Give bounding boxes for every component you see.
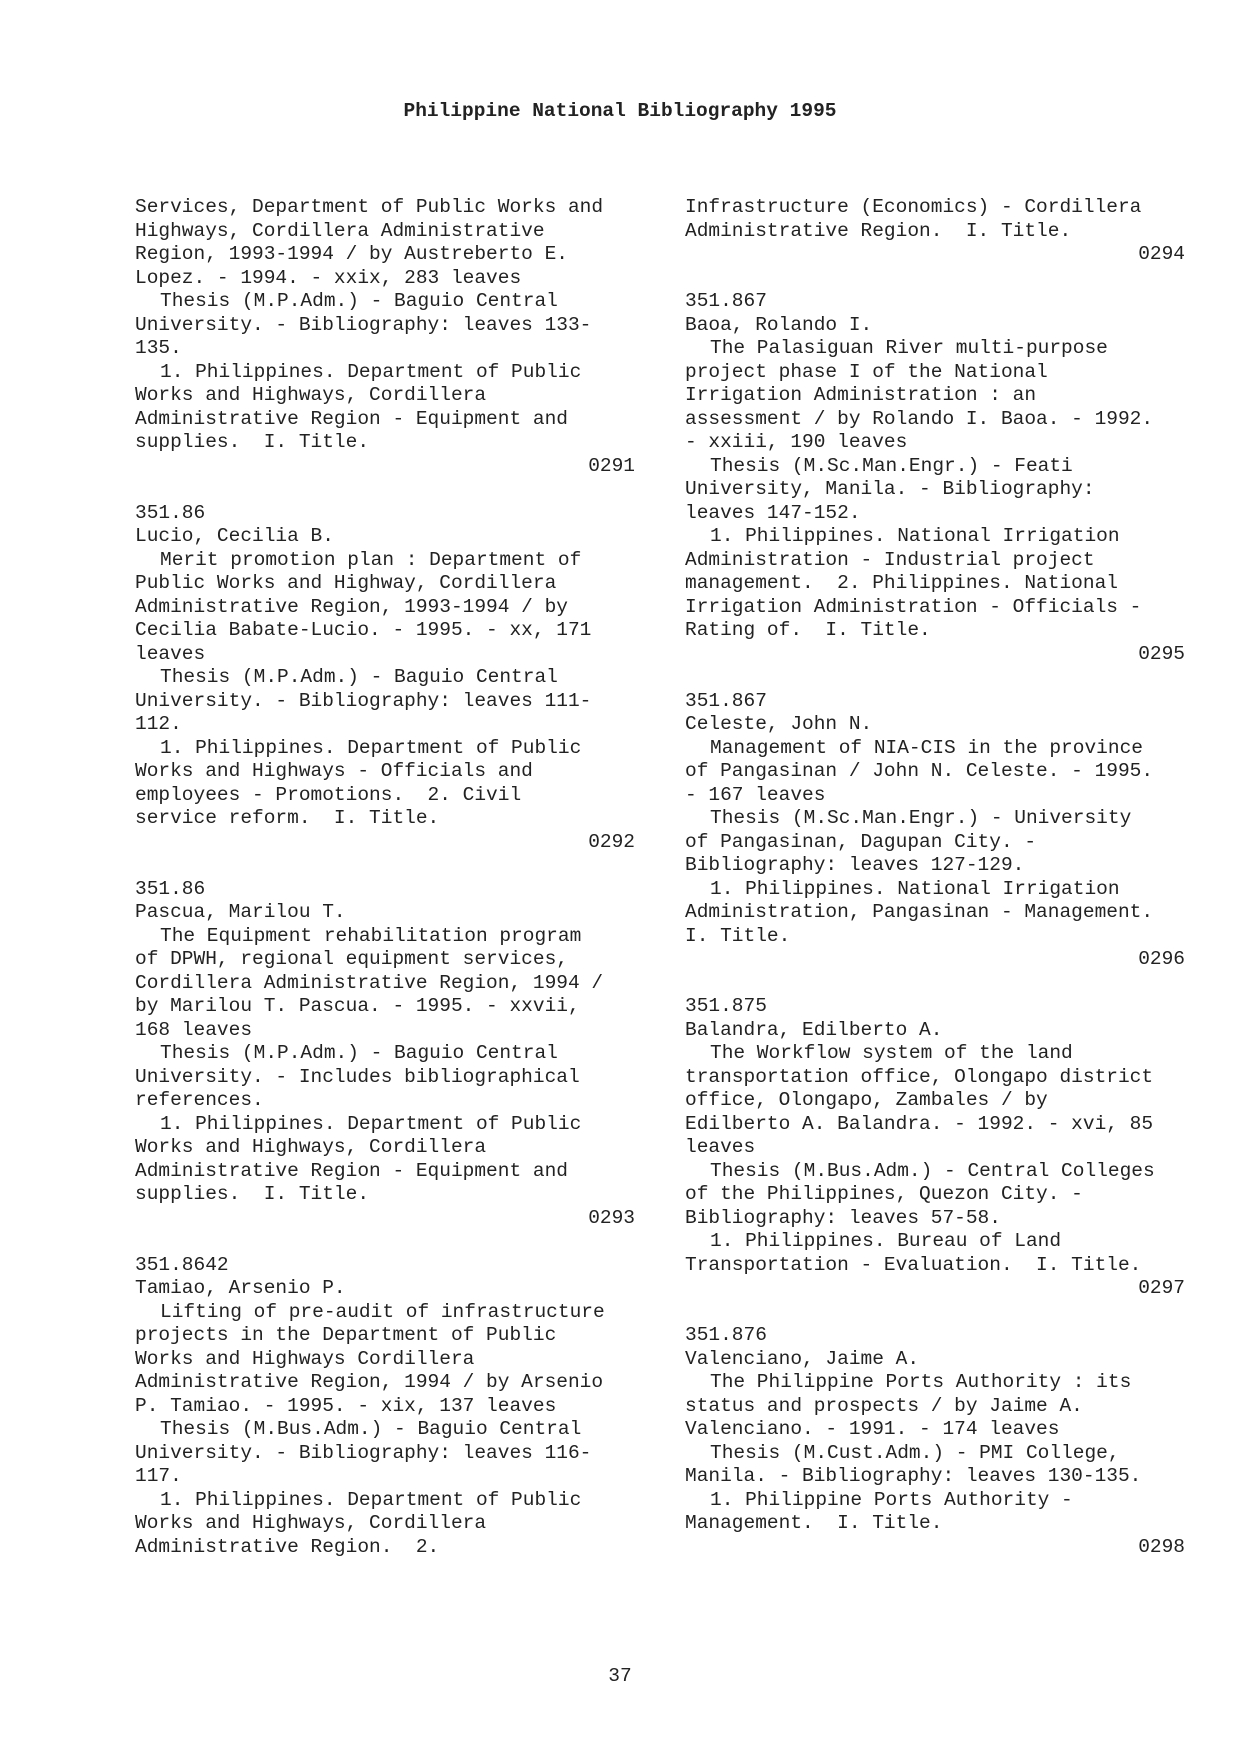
spacer xyxy=(685,1301,1185,1325)
spacer xyxy=(135,1230,635,1254)
entry-line: The Philippine Ports Authority : its xyxy=(710,1371,1132,1393)
entry-line: 117. xyxy=(135,1465,182,1487)
call-number: 351.875 xyxy=(685,995,767,1017)
author: Tamiao, Arsenio P. xyxy=(135,1277,346,1299)
entry-line: Administrative Region. 2. xyxy=(135,1535,440,1558)
entry-line: Manila. - Bibliography: leaves 130-135. xyxy=(685,1465,1142,1487)
entry-line: Cecilia Babate-Lucio. - 1995. - xx, 171 xyxy=(135,619,592,641)
entry-line: 1. Philippines. Department of Public xyxy=(160,360,582,383)
entry-line: office, Olongapo, Zambales / by xyxy=(685,1089,1048,1111)
entry-line: Administrative Region - Equipment and xyxy=(135,1159,568,1182)
entry-line: of Pangasinan, Dagupan City. - xyxy=(685,830,1037,853)
entry-number: 0293 xyxy=(588,1206,635,1229)
entry-line: projects in the Department of Public xyxy=(135,1324,557,1346)
entry-line: employees - Promotions. 2. Civil xyxy=(135,783,522,806)
entry-line: Edilberto A. Balandra. - 1992. - xvi, 85 xyxy=(685,1112,1154,1135)
entry-line: 1. Philippines. National Irrigation xyxy=(710,525,1120,547)
entry-line: 1. Philippines. Department of Public xyxy=(160,1488,582,1511)
entry-line: 168 leaves xyxy=(135,1018,253,1041)
call-number: 351.867 xyxy=(685,689,767,712)
entry-line: project phase I of the National xyxy=(685,360,1048,383)
entry-line: Thesis (M.Sc.Man.Engr.) - University xyxy=(710,807,1132,829)
entry-line: Irrigation Administration - Officials - xyxy=(685,595,1142,618)
entry-number: 0297 xyxy=(1138,1277,1185,1299)
author: Celeste, John N. xyxy=(685,713,873,735)
spacer xyxy=(135,854,635,878)
call-number: 351.876 xyxy=(685,1324,767,1346)
entry-line: Thesis (M.P.Adm.) - Baguio Central xyxy=(160,666,558,688)
entry-line: Thesis (M.P.Adm.) - Baguio Central xyxy=(160,1042,558,1064)
entry-line: Valenciano. - 1991. - 174 leaves xyxy=(685,1418,1060,1440)
entry-line: Administration, Pangasinan - Management. xyxy=(685,901,1154,923)
entry-line: leaves xyxy=(685,1136,756,1158)
spacer xyxy=(685,267,1185,291)
entry-line: Administration - Industrial project xyxy=(685,548,1095,571)
entry-line: 1. Philippine Ports Authority - xyxy=(710,1488,1073,1511)
call-number: 351.86 xyxy=(135,501,206,524)
entry-line: management. 2. Philippines. National xyxy=(685,572,1118,594)
entry-line: Administrative Region. I. Title. xyxy=(685,219,1072,242)
entry-line: Thesis (M.Sc.Man.Engr.) - Feati xyxy=(710,454,1073,477)
entry-line: Merit promotion plan : Department of xyxy=(160,548,582,571)
entry-line: University. - Bibliography: leaves 116- xyxy=(135,1441,592,1464)
entry-line: Management. I. Title. xyxy=(685,1512,943,1534)
entry-line: Works and Highways, Cordillera xyxy=(135,384,487,406)
entry-line: by Marilou T. Pascua. - 1995. - xxvii, xyxy=(135,995,580,1017)
entry-line: The Palasiguan River multi-purpose xyxy=(710,337,1108,359)
page-title: Philippine National Bibliography 1995 xyxy=(403,100,837,122)
entry-line: - xxiii, 190 leaves xyxy=(685,431,908,453)
entry-line: 1. Philippines. National Irrigation xyxy=(710,877,1120,900)
entry-line: Services, Department of Public Works and xyxy=(135,196,604,218)
entry-line: - 167 leaves xyxy=(685,783,826,806)
entry-line: Lopez. - 1994. - xxix, 283 leaves xyxy=(135,266,522,289)
call-number: 351.867 xyxy=(685,290,767,312)
entry-line: P. Tamiao. - 1995. - xix, 137 leaves xyxy=(135,1394,557,1417)
entry-line: Works and Highways - Officials and xyxy=(135,760,533,782)
entry-line: service reform. I. Title. xyxy=(135,807,440,829)
entry-line: of the Philippines, Quezon City. - xyxy=(685,1183,1083,1205)
entry-line: Cordillera Administrative Region, 1994 / xyxy=(135,971,604,994)
entry-line: Rating of. I. Title. xyxy=(685,619,931,641)
entry-line: Administrative Region, 1993-1994 / by xyxy=(135,595,568,618)
entry-number: 0294 xyxy=(1138,243,1185,265)
entry-line: Thesis (M.Cust.Adm.) - PMI College, xyxy=(710,1441,1120,1464)
entry-line: Works and Highways, Cordillera xyxy=(135,1136,487,1158)
entry-line: Irrigation Administration : an xyxy=(685,384,1037,406)
entry-line: Works and Highways, Cordillera xyxy=(135,1512,487,1534)
entry-line: Thesis (M.Bus.Adm.) - Central Colleges xyxy=(710,1159,1155,1182)
entry-line: Thesis (M.Bus.Adm.) - Baguio Central xyxy=(160,1418,582,1440)
spacer xyxy=(685,666,1185,690)
spacer xyxy=(685,972,1185,996)
entry-number: 0295 xyxy=(1138,642,1185,665)
right-column xyxy=(685,196,1185,1559)
entry-number: 0298 xyxy=(1138,1535,1185,1558)
entry-line: Highways, Cordillera Administrative xyxy=(135,219,545,242)
entry-line: Region, 1993-1994 / by Austreberto E. xyxy=(135,243,568,265)
author: Valenciano, Jaime A. xyxy=(685,1347,920,1370)
entry-line: University. - Bibliography: leaves 133- xyxy=(135,313,592,336)
author: Balandra, Edilberto A. xyxy=(685,1018,943,1041)
entry-line: 1. Philippines. Bureau of Land xyxy=(710,1230,1062,1252)
author: Baoa, Rolando I. xyxy=(685,313,873,336)
entry-line: supplies. I. Title. xyxy=(135,431,370,453)
entry-line: leaves xyxy=(135,642,206,665)
entry-number: 0292 xyxy=(588,830,635,853)
entry-line: Infrastructure (Economics) - Cordillera xyxy=(685,196,1142,218)
page-number: 37 xyxy=(608,1665,632,1687)
entry-line: Works and Highways Cordillera xyxy=(135,1347,475,1370)
entry-line: of Pangasinan / John N. Celeste. - 1995. xyxy=(685,760,1154,782)
call-number: 351.8642 xyxy=(135,1253,229,1276)
call-number: 351.86 xyxy=(135,877,206,900)
entry-line: Thesis (M.P.Adm.) - Baguio Central xyxy=(160,290,558,312)
entry-line: transportation office, Olongapo district xyxy=(685,1065,1154,1088)
entry-line: Management of NIA-CIS in the province xyxy=(710,736,1143,759)
entry-line: Bibliography: leaves 127-129. xyxy=(685,854,1025,876)
entry-number: 0291 xyxy=(588,454,635,477)
entry-number: 0296 xyxy=(1138,948,1185,970)
author: Pascua, Marilou T. xyxy=(135,901,346,923)
entry-line: Transportation - Evaluation. I. Title. xyxy=(685,1253,1142,1276)
entry-line: University. - Bibliography: leaves 111- xyxy=(135,689,592,712)
entry-line: I. Title. xyxy=(685,924,791,947)
spacer xyxy=(135,478,635,502)
entry-line: 1. Philippines. Department of Public xyxy=(160,1112,582,1135)
entry-line: references. xyxy=(135,1089,264,1111)
entry-line: The Workflow system of the land xyxy=(710,1042,1073,1064)
left-column xyxy=(135,196,635,1559)
entry-line: Lifting of pre-audit of infrastructure xyxy=(160,1300,605,1323)
entry-line: University. - Includes bibliographical xyxy=(135,1065,580,1088)
entry-line: 112. xyxy=(135,713,182,735)
entry-line: of DPWH, regional equipment services, xyxy=(135,948,568,970)
entry-line: assessment / by Rolando I. Baoa. - 1992. xyxy=(685,407,1154,430)
entry-line: Administrative Region, 1994 / by Arsenio xyxy=(135,1371,604,1393)
entry-line: status and prospects / by Jaime A. xyxy=(685,1394,1083,1417)
author: Lucio, Cecilia B. xyxy=(135,525,334,547)
entry-line: The Equipment rehabilitation program xyxy=(160,924,582,947)
entry-line: 1. Philippines. Department of Public xyxy=(160,736,582,759)
entry-line: Public Works and Highway, Cordillera xyxy=(135,572,557,594)
entry-line: Administrative Region - Equipment and xyxy=(135,407,568,430)
entry-line: University, Manila. - Bibliography: xyxy=(685,478,1095,500)
entry-line: Bibliography: leaves 57-58. xyxy=(685,1206,1001,1229)
entry-line: 135. xyxy=(135,337,182,359)
entry-line: supplies. I. Title. xyxy=(135,1183,370,1205)
entry-line: leaves 147-152. xyxy=(685,501,861,524)
